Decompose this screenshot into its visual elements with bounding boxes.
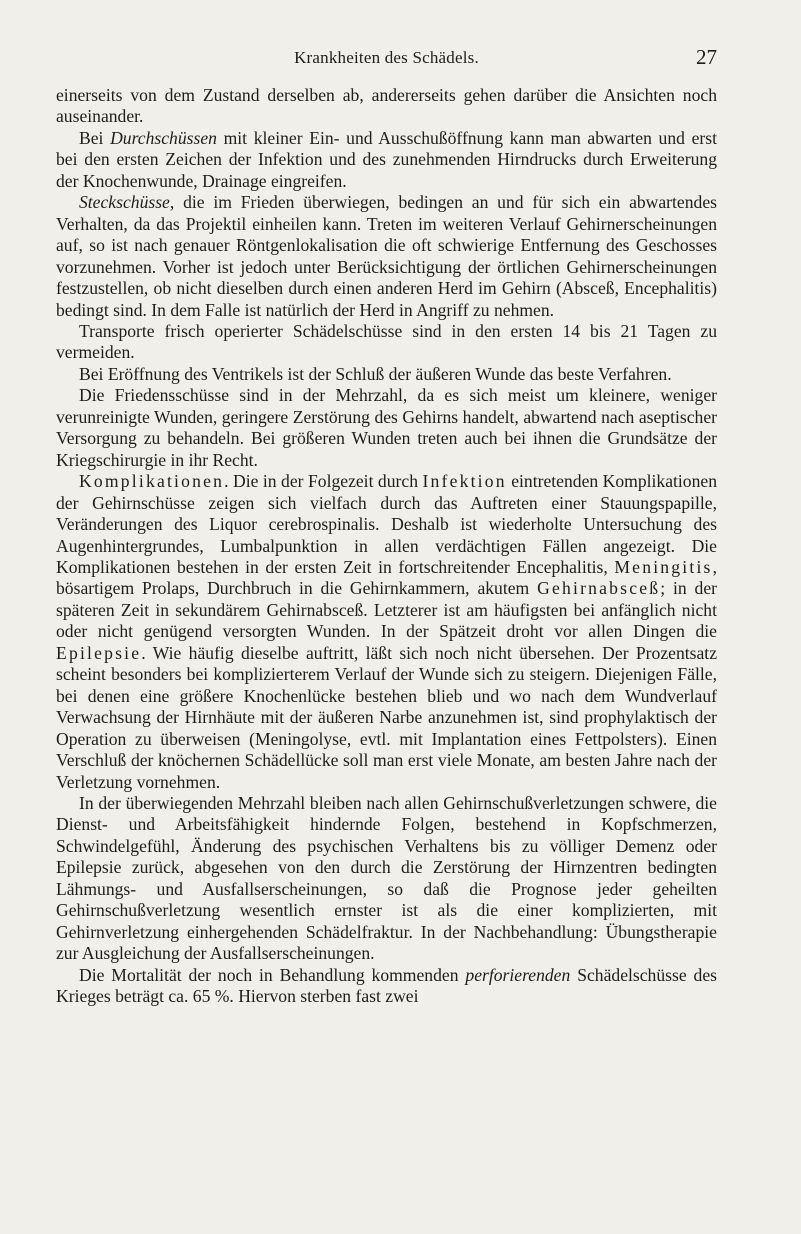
paragraph-text: . Die in der Folgezeit durch [224,471,423,492]
spaced-term: Komplikationen [79,471,225,492]
emphasis-term: Durchschüssen [110,127,217,148]
paragraph-text: mit kleiner Ein- und Ausschußöffnung kann man abwarten und erst bei den ersten Zeichen der Infektion und des zunehmenden Hirndrucks durch Erweiterung der Knochenwunde, Drainage eingreifen. [56,127,717,191]
spaced-term: Infektion [422,471,507,492]
spaced-term: Meningitis [614,556,713,577]
paragraph-text: einerseits von dem Zustand derselben ab, andererseits gehen darüber die Ansichten noch auseinander. [56,85,717,127]
paragraph-2 [56,128,717,192]
spaced-term: Gehirnabsceß [537,578,661,599]
paragraph-text: , bösartigem Prolaps, Durchbruch in die Gehirnkammern, akutem [56,556,717,599]
paragraph-text: Schädelschüsse des Krieges beträgt ca. 65 %. Hiervon sterben fast zwei [56,964,717,1007]
paragraph-text: , die im Frieden überwiegen, bedingen an und für sich ein abwartendes Verhalten, da das Projektil einheilen kann. Treten im weiteren Verlauf Gehirnerscheinungen auf, so ist nach genauer Röntgenlokalisation die oft schwierige Entfernung des Geschosses vorzunehmen. Vorher ist jedoch unter Berücksichtigung der örtlichen Gehirnerscheinungen festzustellen, ob nicht dieselben durch einen anderen Herd im Gehirn (Absceß, Encephalitis) bedingt sind. In dem Falle ist natürlich der Herd in Angriff zu nehmen. [56,192,717,320]
paragraph-3 [56,192,717,321]
emphasis-term: perforierenden [465,964,571,985]
paragraph-8 [56,793,717,965]
spaced-term: Epilepsie [56,642,142,663]
page-number: 27 [696,45,717,69]
emphasis-term: Steckschüsse [79,192,170,213]
body-text [56,85,717,1007]
paragraph-4 [56,321,717,364]
paragraph-text: Die Friedensschüsse sind in der Mehrzahl, da es sich meist um kleinere, weniger verunreinigte Wunden, geringere Zerstörung des Gehirns handelt, abwartend nach aseptischer Versorgung zu behandeln. Bei größeren Wunden treten auch bei ihnen die Grundsätze der Kriegschirurgie in ihr Recht. [56,385,717,470]
paragraph-complications [56,471,717,793]
paragraph-text: . Wie häufig dieselbe auftritt, läßt sich noch nicht übersehen. Der Prozentsatz scheint besonders bei komplizierterem Verlauf der Wunde sich zu steigern. Diejenigen Fälle, bei denen eine größere Knochenlücke bestehen blieb und wo nach dem Wundverlauf Verwachsung der Hirnhäute mit der äußeren Narbe anzunehmen ist, sind prophylaktisch der Operation zu überweisen (Meningolyse, evtl. mit Implantation eines Fettpolsters). Einen Verschluß der knöchernen Schädellücke soll man erst viele Monate, am besten Jahre nach der Verletzung vornehmen. [56,642,717,792]
paragraph-text: Die Mortalität der noch in Behandlung kommenden [79,964,466,985]
paragraph-text: eintretenden Komplikationen der Gehirnschüsse zeigen sich vielfach durch das Auftreten einer Stauungspapille, Veränderungen des Liquor cerebrospinalis. Deshalb ist wiederholte Untersuchung des Augenhintergrundes, Lumbalpunktion in allen verdächtigen Fällen angezeigt. Die Komplikationen bestehen in der ersten Zeit in fortschreitender Encephalitis, [56,471,717,577]
paragraph-5 [56,364,717,385]
paragraph-text: Transporte frisch operierter Schädelschüsse sind in den ersten 14 bis 21 Tagen zu vermeiden. [56,320,717,363]
running-title: Krankheiten des Schädels. [294,48,479,67]
paragraph-text: ; in der späteren Zeit in sekundärem Gehirnabsceß. Letzterer ist am häufigsten bei anfänglich nicht oder nicht genügend versorgten Wunden. In der Spätzeit droht vor allen Dingen die [56,578,718,642]
paragraph-text: Bei Eröffnung des Ventrikels ist der Schluß der äußeren Wunde das beste Verfahren. [79,363,672,384]
paragraph-9 [56,965,717,1008]
paragraph-6 [56,385,717,471]
paragraph-text: In der überwiegenden Mehrzahl bleiben nach allen Gehirnschußverletzungen schwere, die Dienst- und Arbeitsfähigkeit hindernde Folgen, bestehend in Kopfschmerzen, Schwindelgefühl, Änderung des psychischen Verhaltens bis zu völliger Demenz oder Epilepsie zurück, abgesehen von den durch die Zerstörung der Hirnzentren bedingten Lähmungs- und Ausfallserscheinungen, so daß die Prognose jeder geheilten Gehirnschußverletzung wesentlich ernster ist als die einer komplizierten, mit Gehirnverletzung einhergehenden Schädelfraktur. In der Nachbehandlung: Übungstherapie zur Ausgleichung der Ausfallserscheinungen. [56,792,717,964]
paragraph-text: Bei [79,127,111,148]
running-header [56,45,717,72]
paragraph-1 [56,85,717,128]
